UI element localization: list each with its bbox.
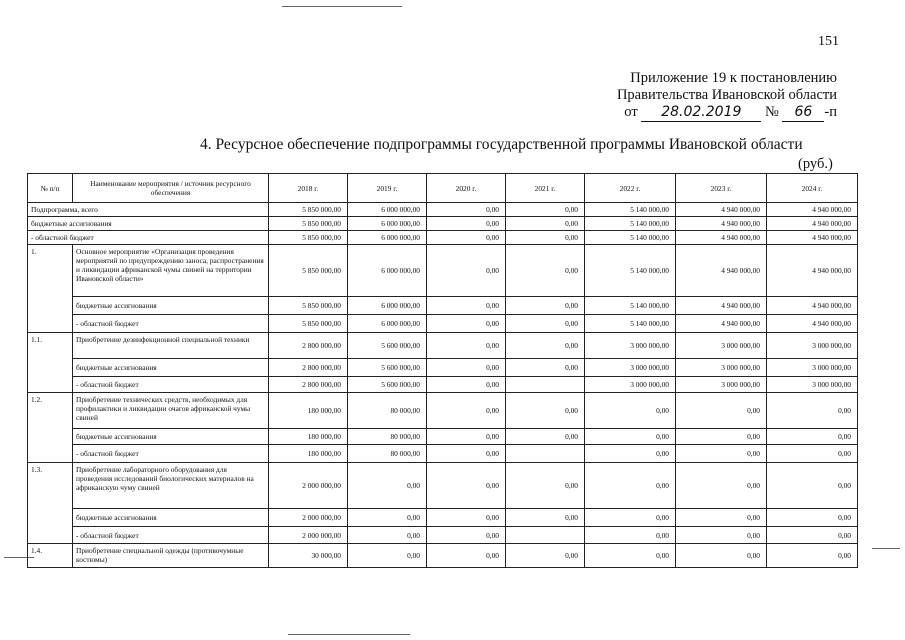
row-label: - областной бюджет: [73, 315, 269, 333]
value-cell: [506, 377, 585, 393]
value-cell: 0,00: [585, 393, 676, 429]
value-cell: 0,00: [676, 429, 767, 445]
document-title: 4. Ресурсное обеспечение подпрограммы государственной программы Ивановской области: [200, 136, 803, 153]
table-row: [28, 544, 858, 568]
value-cell: 0,00: [506, 429, 585, 445]
table-header: [28, 174, 858, 203]
value-cell: 180 000,00: [269, 445, 348, 463]
appendix-line-2: Правительства Ивановской области: [616, 87, 837, 103]
value-cell: 0,00: [585, 544, 676, 568]
value-cell: 4 940 000,00: [767, 231, 858, 245]
value-cell: 4 940 000,00: [767, 217, 858, 231]
value-cell: 3 000 000,00: [767, 333, 858, 359]
value-cell: 5 140 000,00: [585, 315, 676, 333]
number-suffix: -п: [824, 104, 837, 120]
table-row: [28, 393, 858, 429]
currency-unit: (руб.): [798, 156, 833, 172]
item-number: 1.1.: [28, 333, 73, 393]
row-label: Подпрограмма, всего: [28, 203, 269, 217]
item-number: 1.: [28, 245, 73, 333]
table-row: [28, 463, 858, 509]
table-row: [28, 315, 858, 333]
table-row: [28, 509, 858, 527]
value-cell: 30 000,00: [269, 544, 348, 568]
value-cell: 0,00: [506, 297, 585, 315]
value-cell: 180 000,00: [269, 393, 348, 429]
from-label: от: [624, 104, 638, 120]
header-cell: Наименование мероприятия / источник ресурсного обеспечения: [73, 174, 269, 203]
table-row: [28, 231, 858, 245]
value-cell: 0,00: [348, 544, 427, 568]
value-cell: 0,00: [506, 315, 585, 333]
value-cell: 3 000 000,00: [676, 333, 767, 359]
appendix-line-1: Приложение 19 к постановлению: [630, 70, 837, 86]
header-row: [28, 174, 858, 203]
value-cell: 3 000 000,00: [676, 377, 767, 393]
value-cell: 0,00: [676, 445, 767, 463]
value-cell: 0,00: [427, 333, 506, 359]
value-cell: 0,00: [348, 509, 427, 527]
value-cell: 3 000 000,00: [767, 359, 858, 377]
number-label: №: [764, 104, 779, 120]
appendix-header: [617, 70, 837, 122]
item-number: 1.3.: [28, 463, 73, 544]
value-cell: 0,00: [427, 297, 506, 315]
value-cell: 0,00: [427, 217, 506, 231]
value-cell: 0,00: [585, 429, 676, 445]
value-cell: 0,00: [767, 393, 858, 429]
value-cell: 5 140 000,00: [585, 297, 676, 315]
value-cell: 0,00: [585, 527, 676, 544]
value-cell: 0,00: [767, 509, 858, 527]
value-cell: 4 940 000,00: [676, 297, 767, 315]
value-cell: 5 140 000,00: [585, 217, 676, 231]
value-cell: 80 000,00: [348, 445, 427, 463]
value-cell: 5 850 000,00: [269, 245, 348, 297]
value-cell: 0,00: [676, 509, 767, 527]
appendix-line-3: [617, 104, 837, 122]
table-row: [28, 377, 858, 393]
value-cell: 0,00: [506, 463, 585, 509]
value-cell: 0,00: [506, 217, 585, 231]
header-cell: 2019 г.: [348, 174, 427, 203]
value-cell: 5 850 000,00: [269, 315, 348, 333]
header-cell: 2023 г.: [676, 174, 767, 203]
table-row: [28, 527, 858, 544]
value-cell: 0,00: [585, 463, 676, 509]
value-cell: 2 800 000,00: [269, 333, 348, 359]
value-cell: 0,00: [676, 527, 767, 544]
item-title: Приобретение технических средств, необходимых для профилактики и ликвидации очагов африканской чумы свиней: [73, 393, 269, 429]
resolution-date: 28.02.2019: [641, 104, 761, 122]
value-cell: 0,00: [427, 544, 506, 568]
value-cell: 5 850 000,00: [269, 297, 348, 315]
value-cell: 0,00: [506, 393, 585, 429]
value-cell: 0,00: [585, 445, 676, 463]
value-cell: 0,00: [427, 527, 506, 544]
scan-artifact-bottom: [288, 634, 410, 635]
row-label: бюджетные ассигнования: [73, 509, 269, 527]
value-cell: 0,00: [506, 544, 585, 568]
table-row: [28, 217, 858, 231]
value-cell: 0,00: [767, 429, 858, 445]
value-cell: 0,00: [427, 509, 506, 527]
value-cell: 0,00: [427, 231, 506, 245]
value-cell: 3 000 000,00: [676, 359, 767, 377]
value-cell: 5 850 000,00: [269, 231, 348, 245]
value-cell: 0,00: [427, 315, 506, 333]
value-cell: 0,00: [506, 359, 585, 377]
value-cell: 80 000,00: [348, 429, 427, 445]
value-cell: [506, 527, 585, 544]
row-label: бюджетные ассигнования: [73, 297, 269, 315]
value-cell: 6 000 000,00: [348, 297, 427, 315]
row-label: - областной бюджет: [73, 377, 269, 393]
item-title: Приобретение дезинфекционной специальной техники: [73, 333, 269, 359]
value-cell: 4 940 000,00: [767, 245, 858, 297]
value-cell: 0,00: [676, 463, 767, 509]
value-cell: 6 000 000,00: [348, 203, 427, 217]
value-cell: 0,00: [506, 245, 585, 297]
table-row: [28, 245, 858, 297]
page-number: 151: [818, 34, 839, 49]
value-cell: 5 600 000,00: [348, 377, 427, 393]
resource-table: [27, 173, 858, 568]
scan-artifact-top: [282, 6, 402, 7]
value-cell: 0,00: [767, 463, 858, 509]
table-row: [28, 445, 858, 463]
item-title: Основное мероприятие «Организация проведения мероприятий по предупреждению заноса, распространения и ликвидации африканской чумы свиней на территории Ивановской области»: [73, 245, 269, 297]
value-cell: 80 000,00: [348, 393, 427, 429]
value-cell: 6 000 000,00: [348, 315, 427, 333]
value-cell: 4 940 000,00: [767, 315, 858, 333]
value-cell: 4 940 000,00: [767, 297, 858, 315]
value-cell: 0,00: [427, 445, 506, 463]
value-cell: 0,00: [506, 231, 585, 245]
table-row: [28, 359, 858, 377]
value-cell: 3 000 000,00: [767, 377, 858, 393]
value-cell: 2 000 000,00: [269, 509, 348, 527]
table-row: [28, 429, 858, 445]
value-cell: 0,00: [676, 393, 767, 429]
item-number: 1.2.: [28, 393, 73, 463]
value-cell: 6 000 000,00: [348, 245, 427, 297]
value-cell: [506, 445, 585, 463]
value-cell: 2 000 000,00: [269, 527, 348, 544]
value-cell: 5 600 000,00: [348, 333, 427, 359]
resolution-number: 66: [782, 104, 824, 122]
value-cell: 3 000 000,00: [585, 333, 676, 359]
value-cell: 0,00: [585, 509, 676, 527]
header-cell: 2018 г.: [269, 174, 348, 203]
value-cell: 4 940 000,00: [676, 315, 767, 333]
value-cell: 4 940 000,00: [676, 203, 767, 217]
value-cell: 5 140 000,00: [585, 231, 676, 245]
value-cell: 0,00: [348, 527, 427, 544]
value-cell: 3 000 000,00: [585, 377, 676, 393]
header-cell: 2024 г.: [767, 174, 858, 203]
value-cell: 0,00: [427, 245, 506, 297]
table-row: [28, 297, 858, 315]
value-cell: 4 940 000,00: [676, 245, 767, 297]
value-cell: 0,00: [427, 359, 506, 377]
row-label: бюджетные ассигнования: [28, 217, 269, 231]
value-cell: 0,00: [506, 333, 585, 359]
value-cell: 0,00: [427, 377, 506, 393]
value-cell: 0,00: [767, 445, 858, 463]
item-number: 1.4.: [28, 544, 73, 568]
value-cell: 5 140 000,00: [585, 203, 676, 217]
row-label: - областной бюджет: [28, 231, 269, 245]
header-cell: 2022 г.: [585, 174, 676, 203]
header-cell: 2021 г.: [506, 174, 585, 203]
item-title: Приобретение лабораторного оборудования для проведения исследований биологических материалов на африканскую чуму свиней: [73, 463, 269, 509]
value-cell: 180 000,00: [269, 429, 348, 445]
value-cell: 0,00: [427, 393, 506, 429]
value-cell: 6 000 000,00: [348, 231, 427, 245]
value-cell: 5 600 000,00: [348, 359, 427, 377]
value-cell: 2 800 000,00: [269, 359, 348, 377]
value-cell: 0,00: [506, 203, 585, 217]
row-label: бюджетные ассигнования: [73, 429, 269, 445]
value-cell: 0,00: [427, 203, 506, 217]
value-cell: 2 000 000,00: [269, 463, 348, 509]
value-cell: 5 850 000,00: [269, 217, 348, 231]
item-title: Приобретение специальной одежды (противочумные костюмы): [73, 544, 269, 568]
header-cell: № п/п: [28, 174, 73, 203]
value-cell: 4 940 000,00: [676, 231, 767, 245]
value-cell: 0,00: [767, 527, 858, 544]
table-body: [28, 203, 858, 568]
header-cell: 2020 г.: [427, 174, 506, 203]
value-cell: 4 940 000,00: [767, 203, 858, 217]
value-cell: 5 850 000,00: [269, 203, 348, 217]
value-cell: 4 940 000,00: [676, 217, 767, 231]
value-cell: 3 000 000,00: [585, 359, 676, 377]
value-cell: 0,00: [767, 544, 858, 568]
row-label: - областной бюджет: [73, 527, 269, 544]
value-cell: 6 000 000,00: [348, 217, 427, 231]
value-cell: 5 140 000,00: [585, 245, 676, 297]
table-row: [28, 333, 858, 359]
value-cell: 0,00: [348, 463, 427, 509]
value-cell: 0,00: [427, 463, 506, 509]
row-label: - областной бюджет: [73, 445, 269, 463]
value-cell: 0,00: [427, 429, 506, 445]
row-label: бюджетные ассигнования: [73, 359, 269, 377]
table-row: [28, 203, 858, 217]
value-cell: 2 800 000,00: [269, 377, 348, 393]
value-cell: 0,00: [506, 509, 585, 527]
value-cell: 0,00: [676, 544, 767, 568]
scan-artifact-right: [872, 548, 900, 549]
